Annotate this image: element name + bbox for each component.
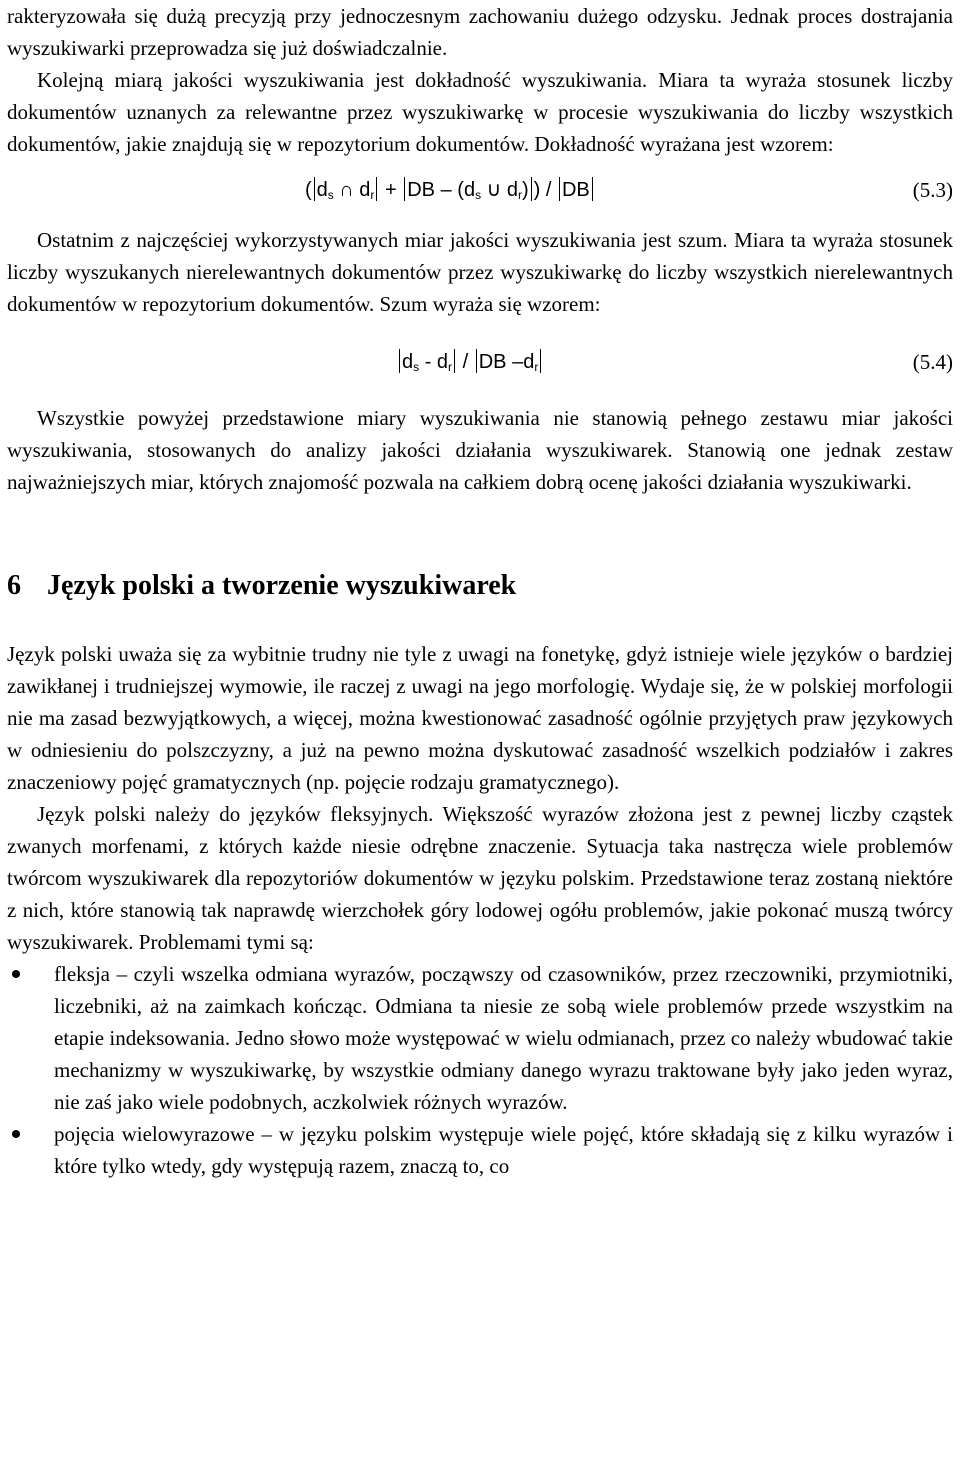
formula-noise-expression: $d_s - d_r$ / DB $-d_r$ xyxy=(397,346,543,383)
summary-paragraph: Wszystkie powyżej przedstawione miary wyszukiwania nie stanowią pełnego zestawu miar jakości wyszukiwania, stosowanych do analizy jakości działania wyszukiwarek. Stanowią one jednak zestaw najważniejszych miar, których znajomość pozwala na całkiem dobrą ocenę jakości działania wyszukiwarki. xyxy=(7,406,953,494)
noise-paragraph: Ostatnim z najczęściej wykorzystywanych miar jakości wyszukiwania jest szum. Miara ta wyraża stosunek liczby wyszukanych nierelewantnych dokumentów przez wyszukiwarkę do liczby wszystkich nierelewantnych dokumentów w repozytorium dokumentów. Szum wyraża się wzorem: xyxy=(7,228,953,316)
bullet-icon xyxy=(12,970,20,978)
list-item xyxy=(7,958,953,1118)
section-heading xyxy=(7,566,953,606)
formula-accuracy-expression: ( $d_s$ ∩ $d_r$ + DB – ($d_s$ ∪ $d_r$) ) / DB xyxy=(305,174,595,211)
inflection-paragraph: Język polski należy do języków fleksyjnych. Większość wyrazów złożona jest z pewnej liczby cząstek zwanych morfenami, z których każde niesie odrębne znaczenie. Sytuacja taka nastręcza wiele problemów twórcom wyszukiwarek dla repozytoriów dokumentów w języku polskim. Przedstawione teraz zostaną niektóre z nich, które stanowią tak naprawdę wierzchołek góry lodowej ogółu problemów, jakie pokonać muszą twórcy wyszukiwarek. Problemami tymi są: xyxy=(7,802,953,954)
document-page xyxy=(7,0,953,1182)
formula-noise xyxy=(7,346,953,378)
section-title: Język polski a tworzenie wyszukiwarek xyxy=(47,570,517,601)
formula-accuracy xyxy=(7,174,953,206)
intro-paragraph-1: rakteryzowała się dużą precyzją przy jednoczesnym zachowaniu dużego odzysku. Jednak proces dostrajania wyszukiwarki przeprowadza się już doświadczalnie. xyxy=(7,4,953,60)
formula-number: (5.4) xyxy=(912,350,953,374)
bullet-icon xyxy=(12,1130,20,1138)
list-item xyxy=(7,1118,953,1182)
problems-list xyxy=(7,958,953,1182)
morphology-paragraph: Język polski uważa się za wybitnie trudny nie tyle z uwagi na fonetykę, gdyż istnieje wiele języków o bardziej zawikłanej i trudniejszej wymowie, ile raczej z uwagi na jego morfologię. Wydaje się, że w polskiej morfologii nie ma zasad bezwyjątkowych, a więcej, można kwestionować zasadność ogólnie przyjętych praw językowych w odniesieniu do polszczyzny, a już na pewno można dyskutować zasadność wszelkich podziałów i zakres znaczeniowy pojęć gramatycznych (np. pojęcie rodzaju gramatycznego). xyxy=(7,642,953,794)
intro-paragraph-2: Kolejną miarą jakości wyszukiwania jest dokładność wyszukiwania. Miara ta wyraża stosunek liczby dokumentów uznanych za relewantne przez wyszukiwarkę w procesie wyszukiwania do liczby wszystkich dokumentów, jakie znajdują się w repozytorium dokumentów. Dokładność wyrażana jest wzorem: xyxy=(7,68,953,156)
section-number: 6 xyxy=(7,570,21,601)
formula-number: (5.3) xyxy=(912,178,953,202)
list-item-text: pojęcia wielowyrazowe – w języku polskim występuje wiele pojęć, które składają się z kilku wyrazów i które tylko wtedy, gdy występują razem, znaczą to, co xyxy=(54,1122,953,1178)
list-item-text: fleksja – czyli wszelka odmiana wyrazów, począwszy od czasowników, przez rzeczowniki, przymiotniki, liczebniki, aż na zaimkach kończąc. Odmiana ta niesie ze sobą wiele problemów przede wszystkim na etapie indeksowania. Jedno słowo może występować w wielu odmianach, przez co należy wbudować takie mechanizmy w wyszukiwarkę, by wszystkie odmiany danego wyrazu traktowane były jako jeden wyraz, nie zaś jako wiele podobnych, aczkolwiek różnych wyrazów. xyxy=(54,962,953,1114)
